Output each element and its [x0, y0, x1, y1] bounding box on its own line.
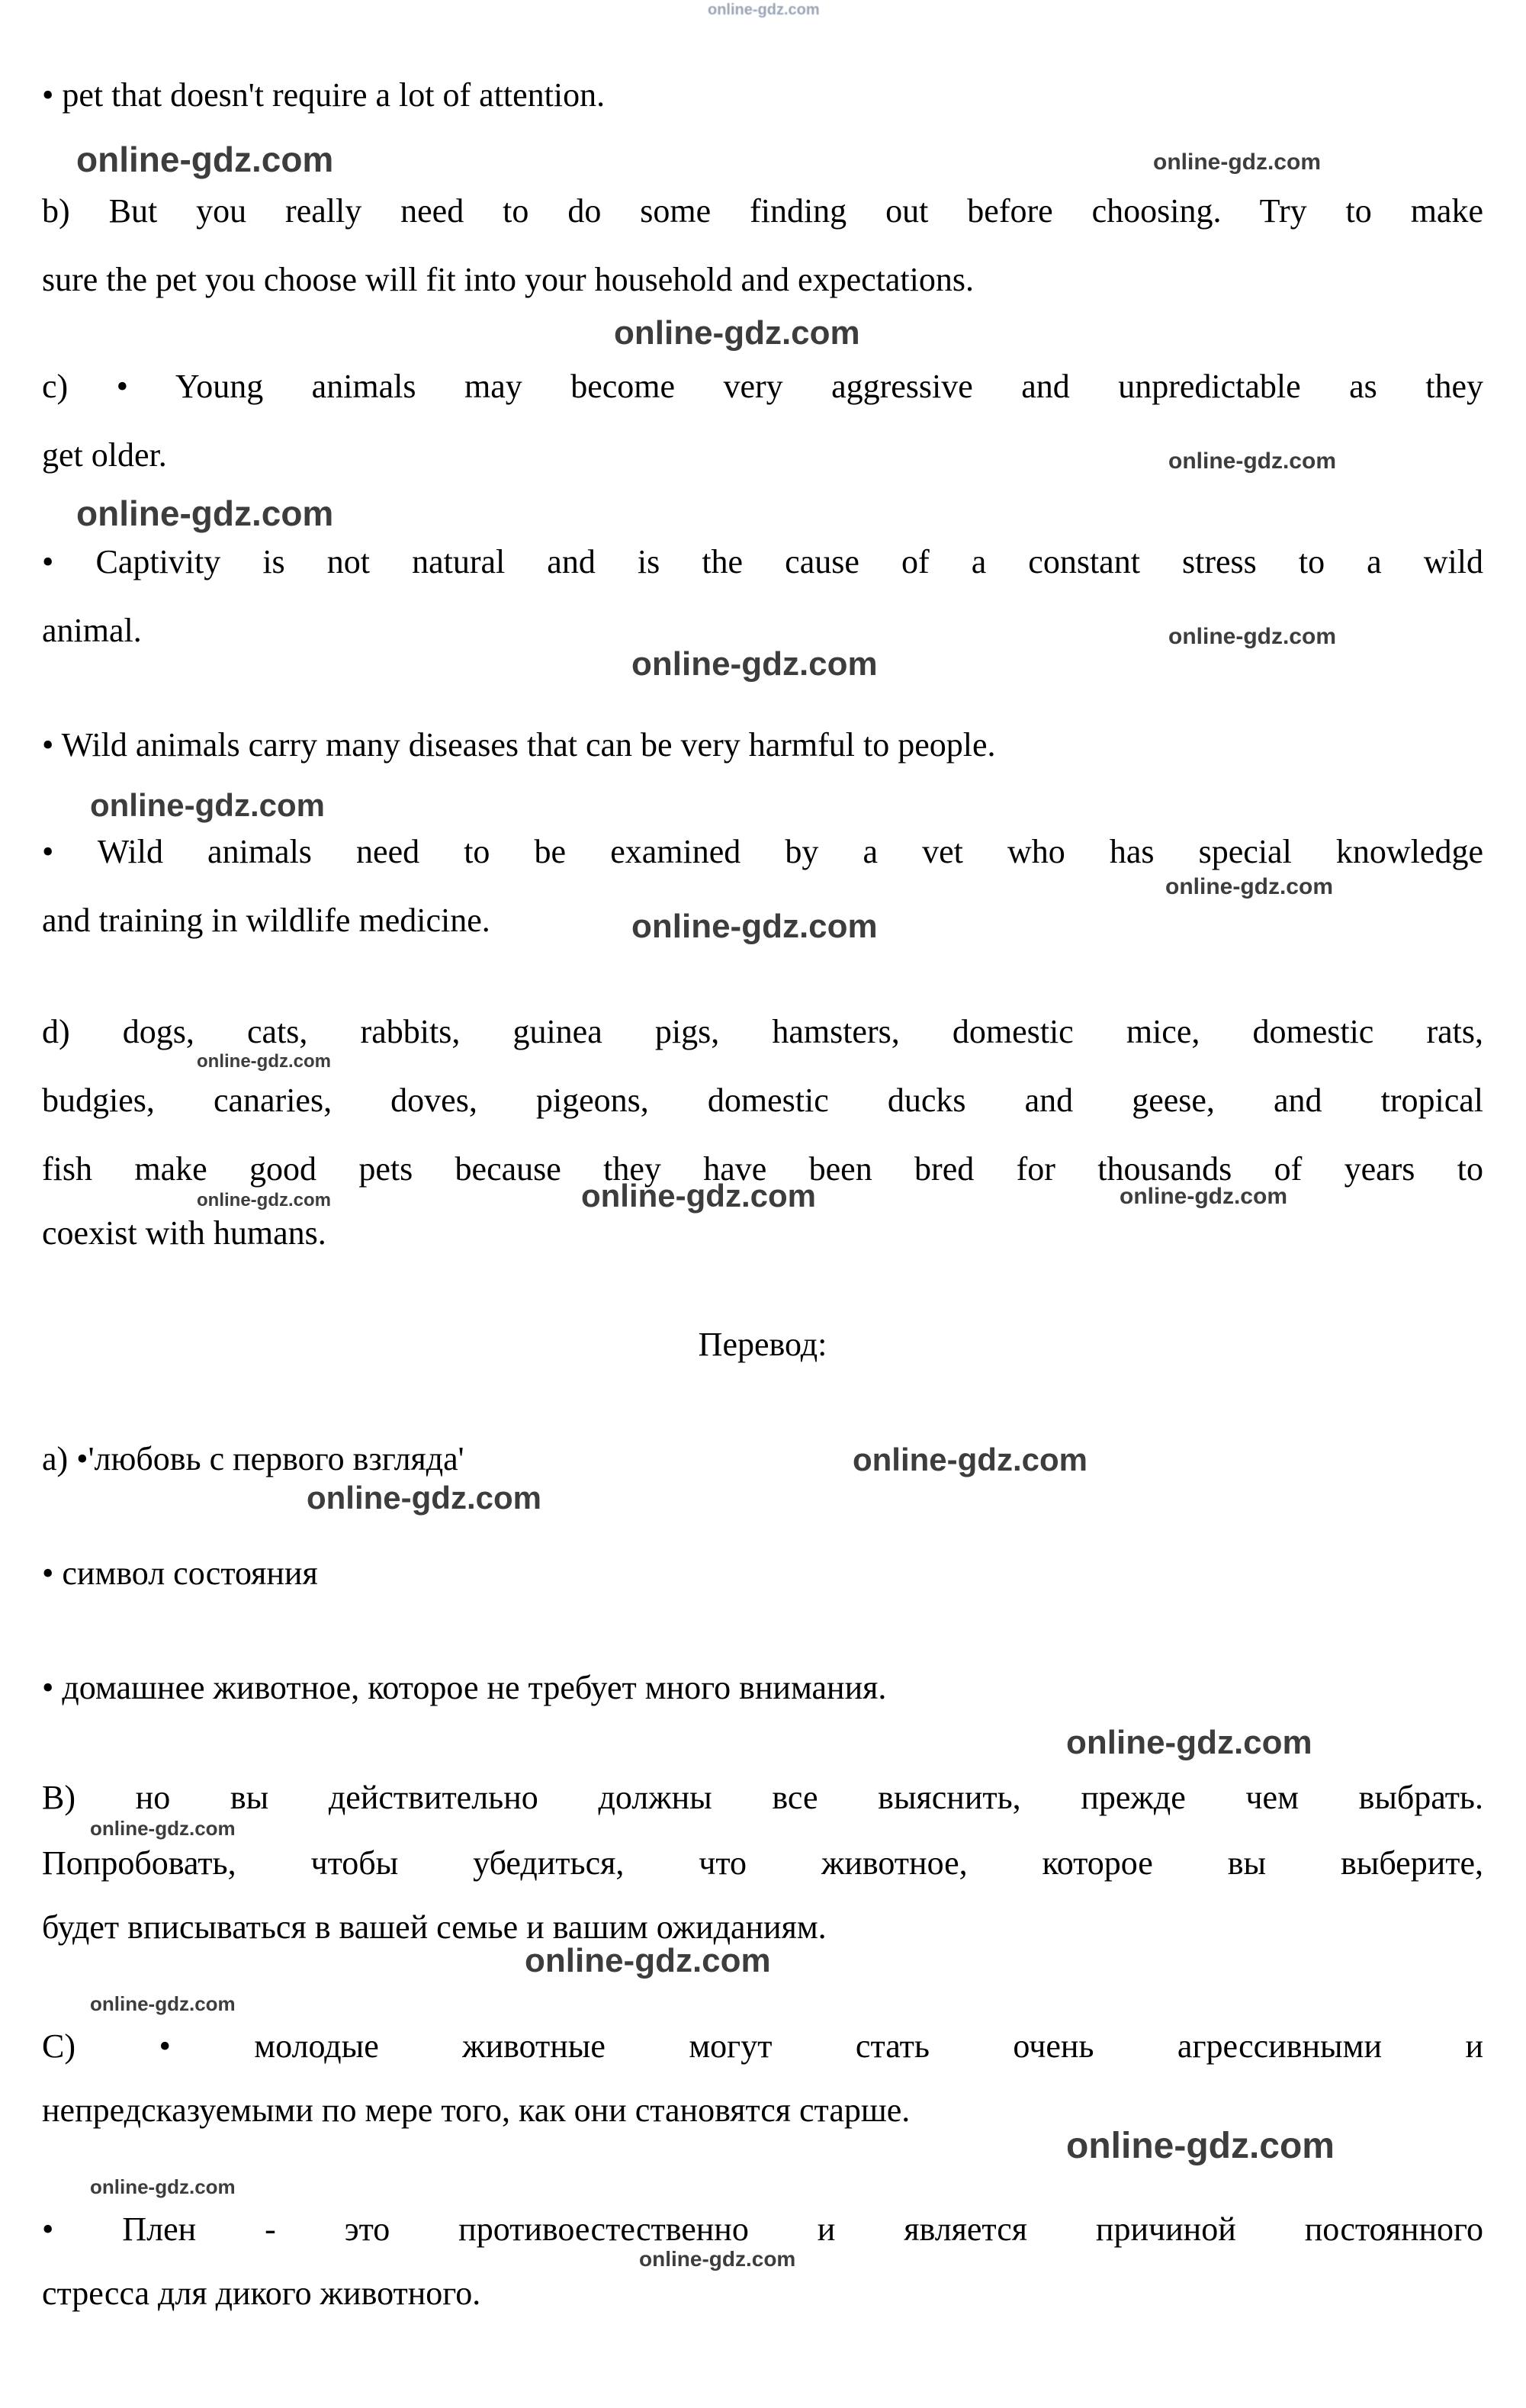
- watermark: online-gdz.com: [307, 1480, 541, 1516]
- answer-line-ru: Попробовать, чтобы убедиться, что животное, которое вы выберите,: [42, 1844, 1483, 1882]
- watermark: online-gdz.com: [90, 1817, 236, 1840]
- answer-line-en: get older.: [42, 436, 167, 474]
- watermark: online-gdz.com: [525, 1942, 771, 1979]
- answer-line-ru: будет вписываться в вашей семье и вашим ожиданиям.: [42, 1908, 827, 1946]
- watermark: online-gdz.com: [1066, 1724, 1312, 1761]
- answer-line-en: b) But you really need to do some finding out before choosing. Try to make: [42, 192, 1483, 230]
- translation-heading: Перевод:: [698, 1326, 827, 1363]
- watermark: online-gdz.com: [90, 787, 325, 823]
- answer-line-ru: стресса для дикого животного.: [42, 2275, 481, 2312]
- answer-line-en: sure the pet you choose will fit into your household and expectations.: [42, 261, 974, 298]
- watermark: online-gdz.com: [631, 908, 878, 945]
- answer-line-en: budgies, canaries, doves, pigeons, domestic ducks and geese, and tropical: [42, 1082, 1483, 1119]
- watermark: online-gdz.com: [581, 1178, 816, 1214]
- answer-line-en: animal.: [42, 612, 142, 649]
- answer-line-en: • Wild animals need to be examined by a vet who has special knowledge: [42, 833, 1483, 870]
- watermark: online-gdz.com: [1120, 1184, 1287, 1209]
- watermark: online-gdz.com: [90, 2175, 236, 2198]
- watermark: online-gdz.com: [853, 1442, 1087, 1477]
- answer-line-en: d) dogs, cats, rabbits, guinea pigs, hamsters, domestic mice, domestic rats,: [42, 1013, 1483, 1050]
- watermark: online-gdz.com: [1066, 2126, 1335, 2166]
- watermark: online-gdz.com: [197, 1051, 331, 1072]
- answer-line-ru: В) но вы действительно должны все выяснить, прежде чем выбрать.: [42, 1779, 1483, 1816]
- watermark: online-gdz.com: [1153, 149, 1321, 175]
- answer-line-en: c) • Young animals may become very aggressive and unpredictable as they: [42, 368, 1483, 405]
- watermark: online-gdz.com: [614, 314, 860, 352]
- watermark: online-gdz.com: [76, 493, 334, 533]
- watermark: online-gdz.com: [90, 1992, 236, 2015]
- answer-line-en: fish make good pets because they have been bred for thousands of years to: [42, 1150, 1483, 1188]
- watermark: online-gdz.com: [1168, 624, 1336, 649]
- watermark: online-gdz.com: [76, 140, 334, 179]
- answer-line-ru: • домашнее животное, которое не требует много внимания.: [42, 1669, 887, 1706]
- watermark: online-gdz.com: [1165, 874, 1333, 899]
- answer-line-en: • Captivity is not natural and is the cause of a constant stress to a wild: [42, 543, 1483, 580]
- answer-line-en: coexist with humans.: [42, 1214, 326, 1252]
- watermark: online-gdz.com: [639, 2247, 796, 2271]
- watermark: online-gdz.com: [1168, 448, 1336, 474]
- watermark: online-gdz.com: [197, 1190, 331, 1210]
- watermark: online-gdz.com: [708, 2, 820, 18]
- answer-line-ru: • Плен - это противоестественно и является причиной постоянного: [42, 2210, 1483, 2248]
- answer-line-ru: a) •'любовь с первого взгляда': [42, 1440, 464, 1477]
- watermark: online-gdz.com: [631, 645, 878, 683]
- answer-line-en: • pet that doesn't require a lot of attention.: [42, 76, 606, 114]
- answer-line-en: and training in wildlife medicine.: [42, 902, 490, 939]
- answer-line-ru: непредсказуемыми по мере того, как они становятся старше.: [42, 2091, 911, 2129]
- answer-line-ru: С) • молодые животные могут стать очень агрессивными и: [42, 2027, 1483, 2065]
- answer-line-ru: • символ состояния: [42, 1554, 318, 1592]
- answer-line-en: • Wild animals carry many diseases that can be very harmful to people.: [42, 726, 996, 764]
